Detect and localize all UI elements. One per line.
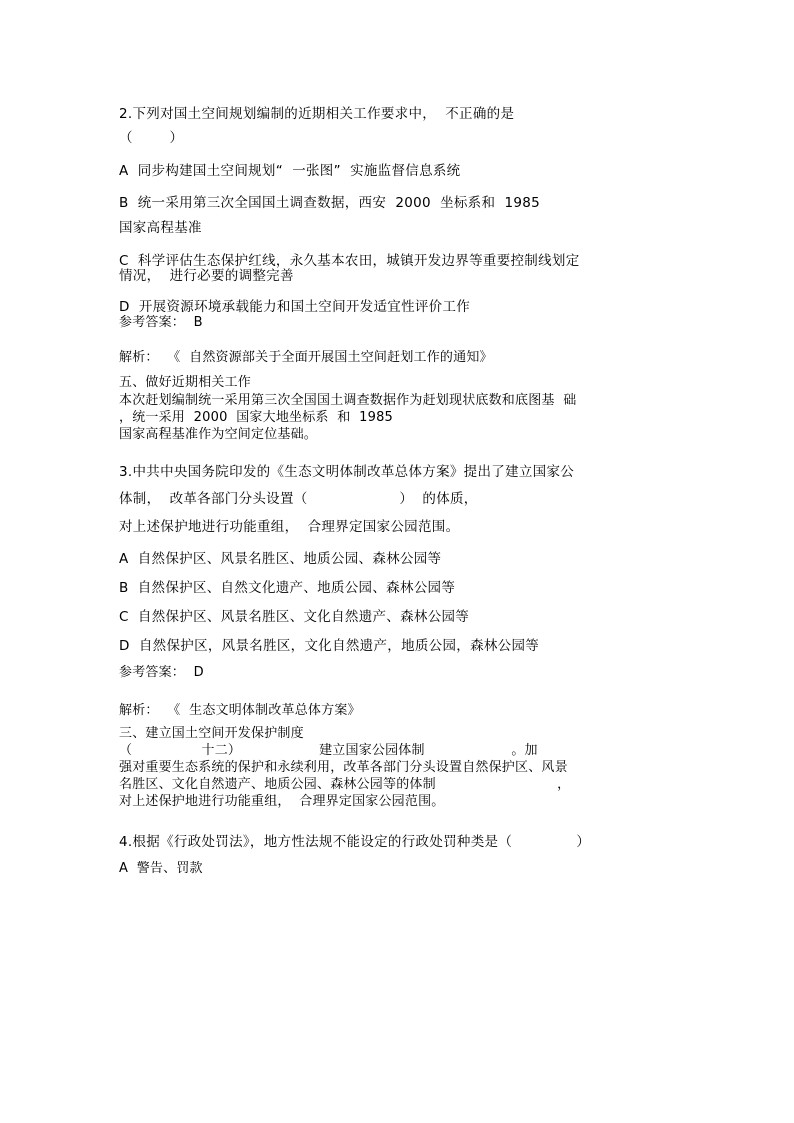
question-3-option-a: A 自然保护区、风景名胜区、地质公园、森林公园等	[119, 551, 442, 567]
question-4-stem: 4.根据《行政处罚法》，地方性法规不能设定的行政处罚种类是（ ）	[119, 834, 591, 850]
question-3-stem-line-3: 对上述保护地进行功能重组， 合理界定国家公园范围。	[119, 519, 460, 535]
question-3-analysis-line-2: （ 十二） 建立国家公园体制 。加	[119, 743, 538, 758]
question-3-stem: 3.中共中央国务院印发的《生态文明体制改革总体方案》提出了建立国家公	[119, 464, 575, 480]
question-2-option-c-continued: 情况， 进行必要的调整完善	[119, 268, 294, 284]
question-2-analysis-line-1: 五、做好近期相关工作	[119, 375, 252, 390]
question-2-analysis-line-4: 国家高程基准作为空间定位基础。	[119, 427, 318, 442]
question-4-option-a: A 警告、罚款	[119, 861, 203, 876]
question-2-reference-answer: 参考答案： B	[119, 315, 203, 330]
question-3-stem-line-2: 体制， 改革各部门分头设置（ ） 的体质，	[119, 491, 478, 507]
question-2-option-c: C 科学评估生态保护红线，永久基本农田，城镇开发边界等重要控制线划定	[119, 253, 580, 269]
question-3-option-d: D 自然保护区，风景名胜区，文化自然遗产，地质公园，森林公园等	[119, 638, 540, 654]
question-2-analysis-line-3: ，统一采用 2000 国家大地坐标系 和 1985	[119, 410, 394, 425]
question-2-option-a: A 同步构建国土空间规划“ 一张图” 实施监督信息系统	[119, 163, 461, 179]
question-3-reference-answer: 参考答案： D	[119, 665, 204, 680]
question-2-option-b: B 统一采用第三次全国国土调查数据，西安 2000 坐标系和 1985	[119, 195, 541, 211]
question-3-option-b: B 自然保护区、自然文化遗产、地质公园、森林公园等	[119, 580, 456, 596]
question-2-stem: 2.下列对国土空间规划编制的近期相关工作要求中， 不正确的是	[119, 106, 515, 122]
question-3-analysis-line-5: 对上述保护地进行功能重组， 合理界定国家公园范围。	[119, 794, 445, 809]
question-3-analysis-line-1: 三、建立国土空间开发保护制度	[119, 726, 304, 741]
question-2-option-b-continued: 国家高程基准	[119, 220, 202, 236]
question-3-analysis-line-3: 强对重要生态系统的保护和永续利用，改革各部门分头设置自然保护区、风景	[119, 760, 568, 775]
question-2-option-d: D 开展资源环境承载能力和国土空间开发适宜性评价工作	[119, 299, 471, 315]
question-3-analysis-line-4: 名胜区、文化自然遗产、地质公园、森林公园等的体制 ，	[119, 777, 571, 792]
question-2-analysis-title: 解析： 《 自然资源部关于全面开展国土空间赶划工作的通知》	[119, 350, 493, 365]
question-2-answer-blank: （ ）	[119, 130, 184, 146]
question-3-analysis-title: 解析： 《 生态文明体制改革总体方案》	[119, 703, 361, 718]
question-3-option-c: C 自然保护区、风景名胜区、文化自然遗产、森林公园等	[119, 609, 470, 625]
question-2-analysis-line-2: 本次赶划编制统一采用第三次全国国土调查数据作为赶划现状底数和底图基 础	[119, 393, 577, 408]
